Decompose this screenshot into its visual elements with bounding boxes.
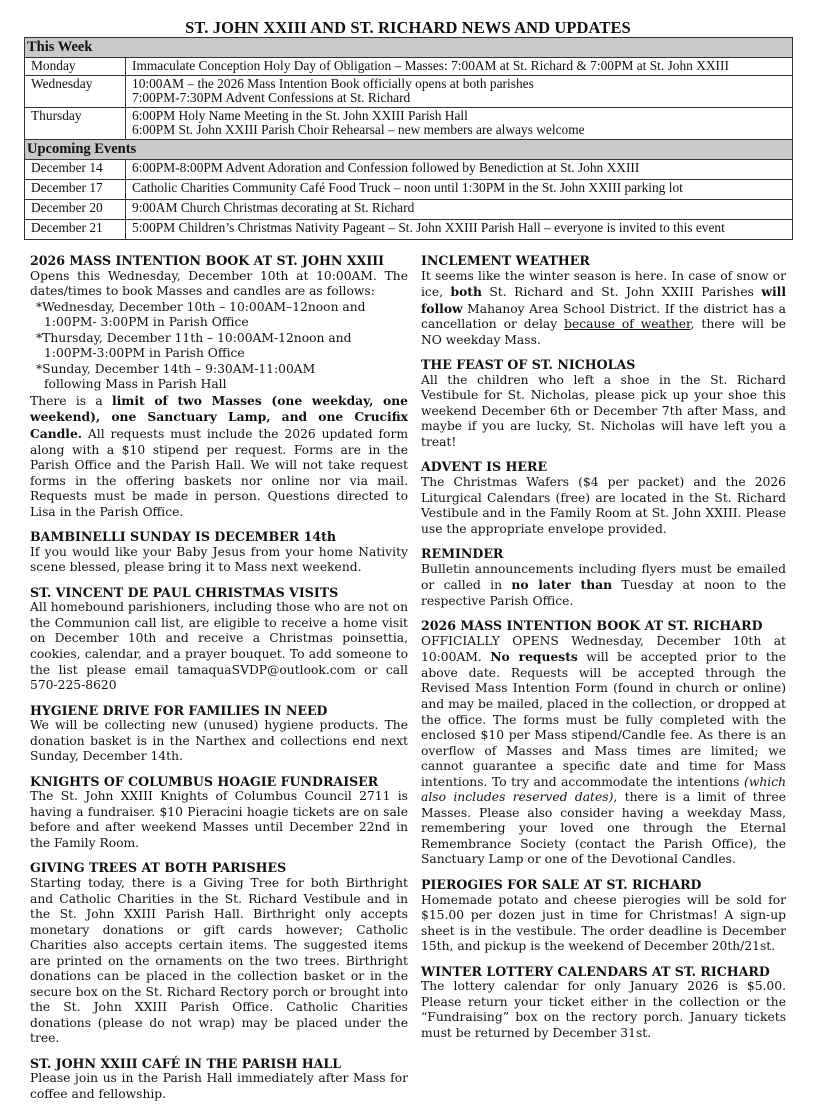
article (30, 703, 408, 765)
this-week-heading: This Week (25, 38, 793, 58)
text-run: OFFICIALLY OPENS Wednesday, December 10th at 10:00AM. (421, 633, 786, 665)
text-run: no later than (511, 577, 613, 593)
schedule-day: Wednesday (25, 75, 126, 107)
article-paragraph (421, 475, 786, 537)
article-paragraph (30, 718, 408, 765)
text-run: We will be collecting new (unused) hygiene products. The donation basket is in the Narthex and collections end next Sunday, December 14th. (30, 718, 408, 764)
article-paragraph (30, 393, 408, 520)
article-paragraph (30, 377, 408, 393)
schedule-line: 6:00PM-8:00PM Advent Adoration and Confession followed by Benediction at St. John XXIII (132, 159, 640, 175)
text-run: following Mass in Parish Hall (44, 377, 227, 392)
text-run: because of weather (564, 317, 691, 332)
schedule-day: Thursday (25, 107, 126, 139)
article-paragraph (30, 315, 408, 331)
schedule-day: December 17 (25, 179, 126, 199)
article-paragraph (30, 269, 408, 300)
text-run: 1:00PM-3:00PM in Parish Office (44, 346, 245, 361)
text-run: limit of two Masses (one weekday, one weekend), one Sanctuary Lamp, and one Crucifix Candle. (30, 392, 409, 441)
article (30, 1056, 408, 1103)
schedule-details (126, 159, 793, 179)
schedule-line: 6:00PM Holy Name Meeting in the St. John XXIII Parish Hall (132, 107, 468, 123)
text-run: There is a (30, 393, 112, 408)
text-run: 1:00PM- 3:00PM in Parish Office (44, 315, 249, 330)
text-run: will be accepted prior to the above date. Requests will be accepted through the Revised Mass Intention Form (found in church or online) and may be mailed, placed in the collection, or dropped at the office. The forms must be fully completed with the enclosed $10 per Mass stipend/Candle fee. As there is an overflow of Masses and Mass times are limited; we cannot guarantee a specific date and time for Mass intentions. To try and accommodate the intentions (421, 650, 786, 789)
right-column (421, 253, 786, 1050)
schedule-line: 9:00AM Church Christmas decorating at St. Richard (132, 199, 415, 215)
article-heading: KNIGHTS OF COLUMBUS HOAGIE FUNDRAISER (30, 773, 379, 789)
text-run: The lottery calendar for only January 2026 is $5.00. Please return your ticket either in the collection or the “Fundraising” box on the rectory porch. January tickets must be returned by December 31st. (421, 979, 786, 1040)
schedule-row (25, 179, 793, 199)
schedule-line: 7:00PM-7:30PM Advent Confessions at St. Richard (132, 90, 411, 105)
text-run: It seems like the winter season is here. In case of snow or ice, (421, 268, 786, 300)
text-run: If you would like your Baby Jesus from your home Nativity scene blessed, please bring it to Mass next weekend. (30, 544, 408, 575)
text-run: Please join us in the Parish Hall immediately after Mass for coffee and fellowship. (30, 1071, 408, 1102)
schedule-day: December 21 (25, 219, 126, 239)
article-paragraph (30, 331, 408, 347)
schedule-details (126, 58, 793, 76)
text-run: The St. John XXIII Knights of Columbus Council 2711 is having a fundraiser. $10 Pieracini hoagie tickets are on sale before and after weekend Masses until December 22nd in the Family Room. (30, 789, 408, 850)
text-run: All requests must include the 2026 updated form along with a $10 stipend per request. Forms are in the Parish Office and the Parish Hall. We will not take request forms in the offering baskets nor online nor via mail. Requests must be made in person. Questions directed to Lisa in the Parish Office. (30, 426, 408, 519)
article-paragraph (30, 300, 408, 316)
schedule-row (25, 107, 793, 139)
text-run: Starting today, there is a Giving Tree for both Birthright and Catholic Charities in the St. Richard Vestibule and in the St. John XXIII Parish Hall. Birthright only accepts monetary donations or gift cards however; Catholic Charities also accepts certain items. The suggested items are printed on the ornaments on the two trees. Birthright donations can be placed in the collection basket or in the secure box on the St. Richard Rectory porch or brought into the St. John XXIII Parish Office. Catholic Charities donations (please do not wrap) may be placed under the tree. (30, 875, 408, 1046)
article-paragraph (30, 789, 408, 851)
text-run: All homebound parishioners, including those who are not on the Communion call list, are eligible to receive a home visit on December 10th and receive a Christmas poinsettia, cookies, calendar, and a prayer bouquet. To add someone to the list please email tamaquaSVDP@outlook.com or call 570-225-8620 (30, 600, 408, 693)
text-run: Opens this Wednesday, December 10th at 10:00AM. The dates/times to book Masses and candles are as follows: (30, 268, 408, 299)
article-paragraph (30, 346, 408, 362)
article (421, 877, 786, 955)
schedule-line: 10:00AM – the 2026 Mass Intention Book officially opens at both parishes (132, 75, 534, 91)
text-run: will follow (421, 284, 786, 316)
article (421, 357, 786, 450)
article-heading: GIVING TREES AT BOTH PARISHES (30, 860, 287, 876)
text-run: St. Richard and St. John XXIII Parishes (481, 285, 762, 300)
text-run: No requests (490, 649, 578, 665)
article-heading: PIEROGIES FOR SALE AT ST. RICHARD (421, 877, 702, 892)
article-paragraph (30, 545, 408, 576)
article-paragraph (30, 362, 408, 378)
schedule-day: December 20 (25, 199, 126, 219)
schedule-day: Monday (25, 58, 126, 76)
article-heading: 2026 MASS INTENTION BOOK AT ST. RICHARD (421, 618, 763, 634)
text-run: *Thursday, December 11th – 10:00AM-12noon and (36, 330, 352, 345)
text-run: Tuesday at noon to the respective Parish Office. (421, 578, 787, 608)
article-paragraph (30, 876, 408, 1047)
text-run: All the children who left a shoe in the St. Richard Vestibule for St. Nicholas, please pick up your shoe this weekend December 6th or December 7th after Mass, and maybe if you are lucky, St. Nicholas will have left you a treat! (421, 372, 786, 449)
schedule-line: 5:00PM Children’s Christmas Nativity Pageant – St. John XXIII Parish Hall – everyone is invited to this event (132, 219, 725, 235)
text-run: both (450, 284, 482, 300)
article-heading: REMINDER (421, 546, 504, 562)
text-run: Bulletin announcements including flyers must be emailed or called in (421, 561, 786, 593)
article-heading: INCLEMENT WEATHER (421, 253, 590, 268)
text-run: *Wednesday, December 10th – 10:00AM–12noon and (36, 299, 366, 314)
text-run: The Christmas Wafers ($4 per packet) and the 2026 Liturgical Calendars (free) are located in the St. Richard Vestibule and in the Family Room at St. John XXIII. Please use the appropriate envelope provided. (421, 474, 786, 536)
schedule-details (126, 75, 793, 107)
article-heading: ST. JOHN XXIII CAFÉ IN THE PARISH HALL (30, 1055, 342, 1071)
article (30, 860, 408, 1047)
schedule-line: Immaculate Conception Holy Day of Obligation – Masses: 7:00AM at St. Richard & 7:00PM at St. John XXIII (132, 58, 729, 73)
article-heading: THE FEAST OF ST. NICHOLAS (421, 357, 636, 373)
text-run: (which also includes reserved dates) (421, 774, 786, 805)
article-heading: HYGIENE DRIVE FOR FAMILIES IN NEED (30, 702, 328, 718)
schedule-details (126, 107, 793, 139)
article (30, 253, 408, 520)
text-run: , there is a limit of three Masses. Please also consider having a weekday Mass, remembering your loved one through the Eternal Remembrance Society (contact the Parish Office), the Sanctuary Lamp or one of the Devotional Candles. (421, 790, 786, 867)
article-paragraph (421, 269, 786, 349)
schedule-details (126, 179, 793, 199)
article-heading: WINTER LOTTERY CALENDARS AT ST. RICHARD (421, 963, 770, 979)
article-heading: BAMBINELLI SUNDAY IS DECEMBER 14th (30, 529, 337, 545)
article-paragraph (421, 893, 786, 955)
schedule-line: 6:00PM St. John XXIII Parish Choir Rehearsal – new members are always welcome (132, 122, 585, 137)
article-paragraph (421, 634, 786, 868)
article-paragraph (421, 979, 786, 1041)
schedule-row (25, 159, 793, 179)
schedule-row (25, 58, 793, 76)
article (421, 546, 786, 609)
article (421, 459, 786, 537)
article (421, 618, 786, 868)
text-run: Mahanoy Area School District. If the district has a cancellation or delay (421, 301, 786, 332)
upcoming-events-heading: Upcoming Events (25, 139, 793, 159)
this-week-header-row (25, 38, 793, 58)
article (421, 964, 786, 1042)
page-title: ST. JOHN XXIII AND ST. RICHARD NEWS AND UPDATES (185, 18, 631, 37)
schedule-details (126, 199, 793, 219)
schedule-row (25, 75, 793, 107)
article-paragraph (421, 562, 786, 610)
article-paragraph (30, 600, 408, 693)
text-run: , there will be NO weekday Mass. (421, 317, 786, 347)
schedule-row (25, 199, 793, 219)
schedule-line: Catholic Charities Community Café Food Truck – noon until 1:30PM in the St. John XXIII parking lot (132, 179, 683, 195)
article-heading: 2026 MASS INTENTION BOOK AT ST. JOHN XXIII (30, 253, 384, 268)
left-column (30, 253, 408, 1112)
article-paragraph (421, 373, 786, 451)
text-run: *Sunday, December 14th – 9:30AM-11:00AM (36, 361, 316, 376)
article-heading: ADVENT IS HERE (421, 459, 548, 475)
schedule-table (24, 37, 793, 240)
text-run: Homemade potato and cheese pierogies will be sold for $15.00 per dozen just in time for Christmas! A sign-up sheet is in the vestibule. The order deadline is December 15th, and pickup is the weekend of December 20th/21st. (421, 892, 786, 954)
upcoming-events-header-row (25, 139, 793, 159)
article-paragraph (30, 1071, 408, 1102)
schedule-row (25, 219, 793, 239)
article (30, 529, 408, 576)
article (421, 253, 786, 348)
article (30, 585, 408, 694)
schedule-details (126, 219, 793, 239)
schedule-day: December 14 (25, 159, 126, 179)
article-heading: ST. VINCENT DE PAUL CHRISTMAS VISITS (30, 584, 339, 600)
article (30, 774, 408, 852)
